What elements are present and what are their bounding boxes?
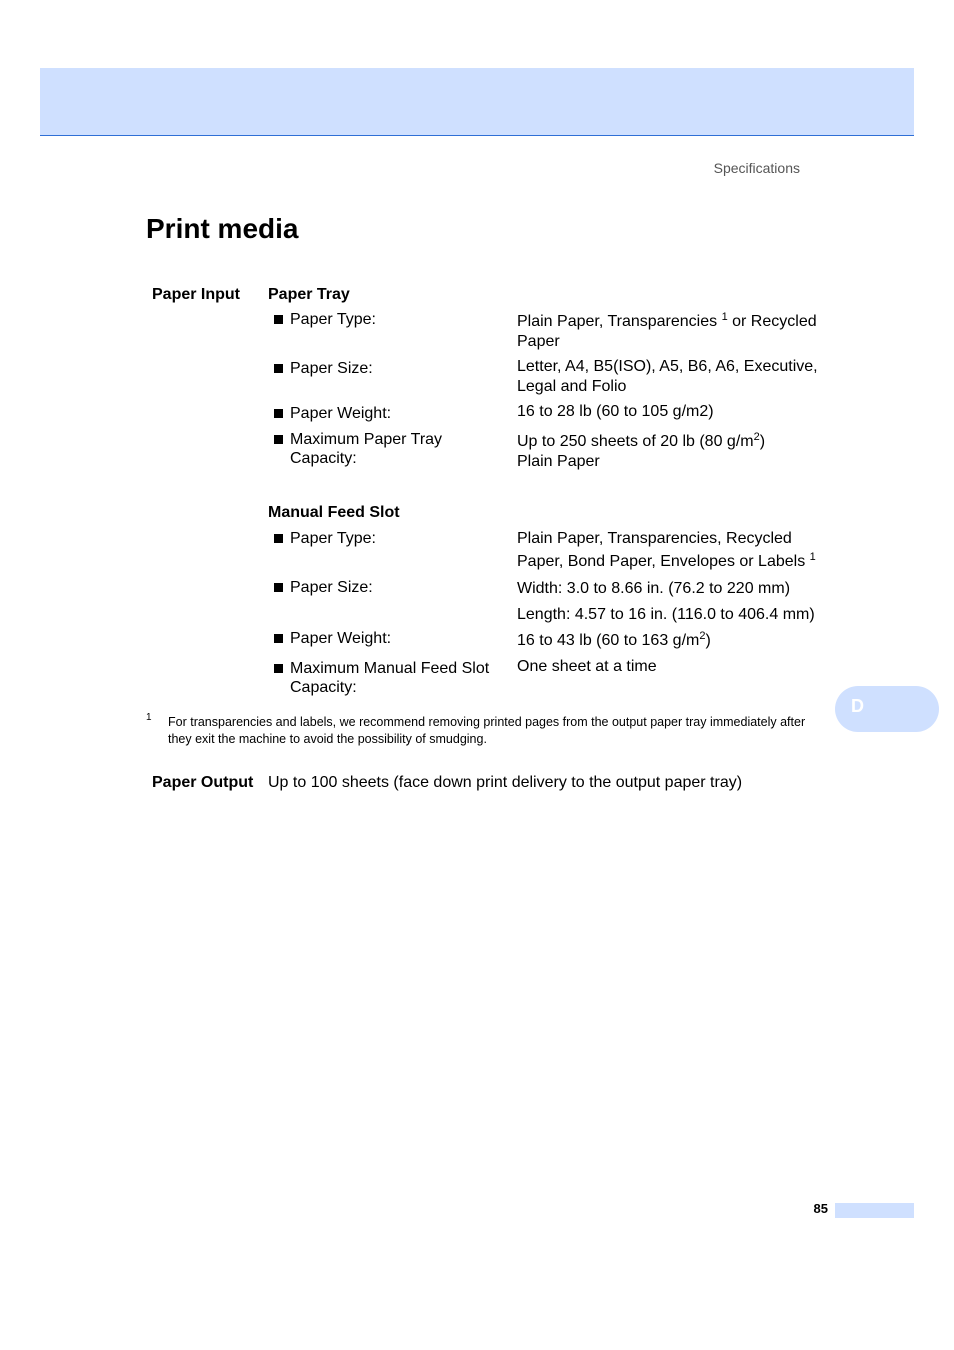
bullet-icon [274, 583, 283, 592]
spec-row-value: Plain Paper, Transparencies, Recycled Paper, Bond Paper, Envelopes or Labels $^1$ [517, 530, 816, 570]
spec-row-value: Width: 3.0 to 8.66 in. (76.2 to 220 mm) Length: 4.57 to 16 in. (116.0 to 406.4 mm) [517, 580, 815, 623]
page-number-bar [835, 1203, 914, 1218]
footnote-ref: 1 [809, 551, 816, 563]
spec-row-label: Paper Type: [274, 310, 499, 329]
spec-row-value: 16 to 43 lb (60 to 163 $g/m^2$) [517, 630, 711, 649]
spec-row-label: Maximum Manual Feed Slot Capacity: [274, 659, 499, 697]
paper-output-label: Paper Output [152, 774, 254, 791]
spec-row-value: One sheet at a time [517, 658, 657, 675]
spec-row-value: Letter, A4, B5(ISO), A5, B6, A6, Executive, Legal and Folio [517, 358, 818, 395]
spec-row-label: Paper Type: [274, 529, 499, 548]
manual-feed-slot-heading: Manual Feed Slot [268, 504, 400, 521]
bullet-icon [274, 664, 283, 673]
running-head: Specifications [713, 160, 800, 176]
header-band [40, 68, 914, 136]
bullet-icon [274, 634, 283, 643]
bullet-icon [274, 435, 283, 444]
spec-row-value: Up to 250 sheets of 20 lb (80 $g/m^2$) Plain Paper [517, 431, 766, 470]
spec-row-value: Plain Paper, Transparencies $^1$ or Recycled Paper [517, 311, 817, 350]
spec-row-label: Paper Weight: [274, 404, 499, 423]
spec-row-label: Paper Size: [274, 359, 499, 378]
spec-row-label: Paper Weight: [274, 629, 499, 648]
paper-output-value: Up to 100 sheets (face down print delivery to the output paper tray) [268, 774, 743, 791]
bullet-icon [274, 315, 283, 324]
page-title: Print media [146, 213, 299, 244]
chapter-tab[interactable] [835, 686, 939, 732]
paper-tray-heading: Paper Tray [268, 286, 350, 303]
bullet-icon [274, 409, 283, 418]
chapter-tab-letter: D [851, 696, 864, 716]
bullet-icon [274, 534, 283, 543]
page-number: 85 [813, 1201, 828, 1216]
footnote-text: For transparencies and labels, we recommend removing printed pages from the output paper tray immediately after they exit the machine to avoid the possibility of smudging. [168, 715, 806, 746]
bullet-icon [274, 364, 283, 373]
paper-input-label: Paper Input [152, 286, 241, 303]
footnote-mark: 1 [146, 712, 152, 723]
footnote-ref: 1 [721, 311, 728, 323]
spec-row-value: 16 to 28 lb (60 to 105 g/m2) [517, 403, 714, 420]
spec-row-label: Paper Size: [274, 578, 499, 597]
spec-row-label: Maximum Paper Tray Capacity: [274, 430, 499, 468]
